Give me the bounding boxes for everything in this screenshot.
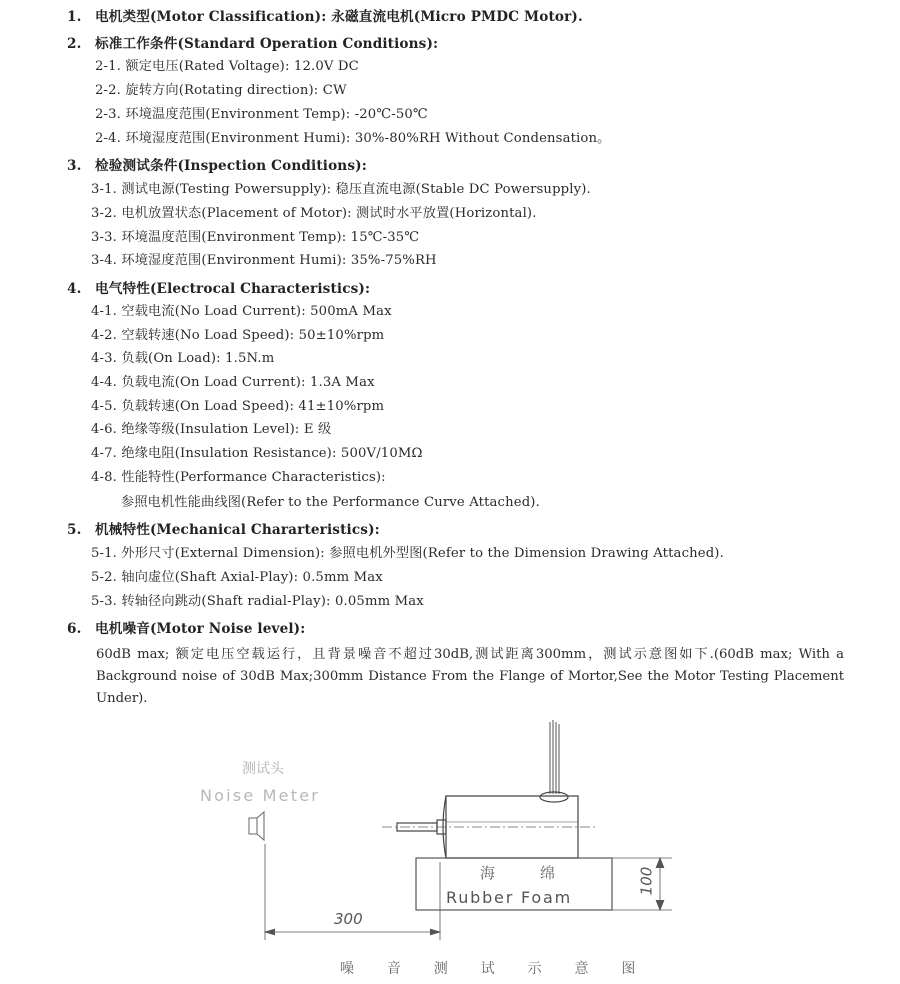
item-5-2: 5-2. 轴向虚位(Shaft Axial-Play): 0.5mm Max	[91, 570, 383, 585]
height-dimension-label: 100	[637, 866, 656, 896]
section-5-number: 5.	[67, 522, 82, 538]
section-1-title: 电机类型(Motor Classification): 永磁直流电机(Micro PMDC Motor).	[95, 9, 583, 25]
section-6-paragraph: 60dB max; 额定电压空载运行，且背景噪音不超过30dB,测试距离300mm，测试示意图如下.(60dB max; With a Background noise of 30dB Max;300mm Distance From the Flange of Mortor,See the Motor Testing Placement Under).	[96, 647, 844, 706]
section-2-title: 标准工作条件(Standard Operation Conditions):	[95, 36, 439, 52]
section-4-title: 电气特性(Electrocal Characteristics):	[95, 281, 371, 297]
distance-dimension-label: 300	[334, 910, 363, 928]
item-5-3: 5-3. 转轴径向跳动(Shaft radial-Play): 0.05mm Max	[91, 594, 424, 609]
item-4-8: 4-8. 性能特性(Performance Characteristics):	[91, 470, 386, 485]
item-5-1: 5-1. 外形尺寸(External Dimension): 参照电机外型图(Refer to the Dimension Drawing Attached).	[91, 546, 724, 561]
section-5-heading	[67, 521, 380, 539]
section-6-number: 6.	[67, 621, 82, 637]
section-4-heading	[67, 280, 370, 298]
item-4-3: 4-3. 负载(On Load): 1.5N.m	[91, 351, 275, 366]
item-4-7: 4-7. 绝缘电阻(Insulation Resistance): 500V/10MΩ	[91, 446, 423, 461]
item-2-1: 2-1. 额定电压(Rated Voltage): 12.0V DC	[95, 59, 359, 74]
item-4-5: 4-5. 负载转速(On Load Speed): 41±10%rpm	[91, 399, 385, 414]
diagram-caption: 噪 音 测 试 示 意 图	[340, 961, 636, 977]
foam-label-cn-1: 海	[480, 864, 496, 882]
noise-meter-icon	[249, 812, 264, 840]
item-2-3: 2-3. 环境温度范围(Environment Temp): -20℃-50℃	[95, 107, 428, 122]
section-1-number: 1.	[67, 9, 82, 25]
item-4-8-note: 参照电机性能曲线图(Refer to the Performance Curve Attached).	[121, 495, 540, 510]
item-3-3: 3-3. 环境温度范围(Environment Temp): 15℃-35℃	[91, 230, 420, 245]
section-2-number: 2.	[67, 36, 82, 52]
item-2-4: 2-4. 环境湿度范围(Environment Humi): 30%-80%RH Without Condensation。	[95, 131, 611, 146]
section-3-number: 3.	[67, 158, 82, 174]
section-5-title: 机械特性(Mechanical Chararteristics):	[95, 522, 380, 538]
item-3-1: 3-1. 测试电源(Testing Powersupply): 稳压直流电源(Stable DC Powersupply).	[91, 182, 591, 197]
section-2-heading	[67, 35, 438, 53]
noise-meter-label-cn: 测试头	[242, 761, 284, 777]
motor-body	[397, 792, 578, 858]
item-4-4: 4-4. 负载电流(On Load Current): 1.3A Max	[91, 375, 375, 390]
lead-wires	[550, 720, 559, 794]
item-4-6: 4-6. 绝缘等级(Insulation Level): E 级	[91, 422, 332, 437]
section-6-title: 电机噪音(Motor Noise level):	[95, 621, 306, 637]
section-1-heading	[67, 8, 583, 26]
noise-meter-label-en: Noise Meter	[200, 786, 321, 805]
section-3-heading	[67, 157, 367, 175]
noise-test-diagram	[0, 712, 900, 984]
section-6-heading	[67, 620, 305, 638]
section-4-number: 4.	[67, 281, 82, 297]
item-4-1: 4-1. 空载电流(No Load Current): 500mA Max	[91, 304, 392, 319]
item-4-2: 4-2. 空载转速(No Load Speed): 50±10%rpm	[91, 328, 385, 343]
item-2-2: 2-2. 旋转方向(Rotating direction): CW	[95, 83, 347, 98]
foam-label-en: Rubber Foam	[446, 888, 572, 907]
diagram-drawing	[0, 712, 900, 984]
foam-label-cn-2: 绵	[540, 864, 556, 882]
item-3-2: 3-2. 电机放置状态(Placement of Motor): 测试时水平放置(Horizontal).	[91, 206, 537, 221]
item-3-4: 3-4. 环境湿度范围(Environment Humi): 35%-75%RH	[91, 253, 437, 268]
section-3-title: 检验测试条件(Inspection Conditions):	[95, 158, 367, 174]
